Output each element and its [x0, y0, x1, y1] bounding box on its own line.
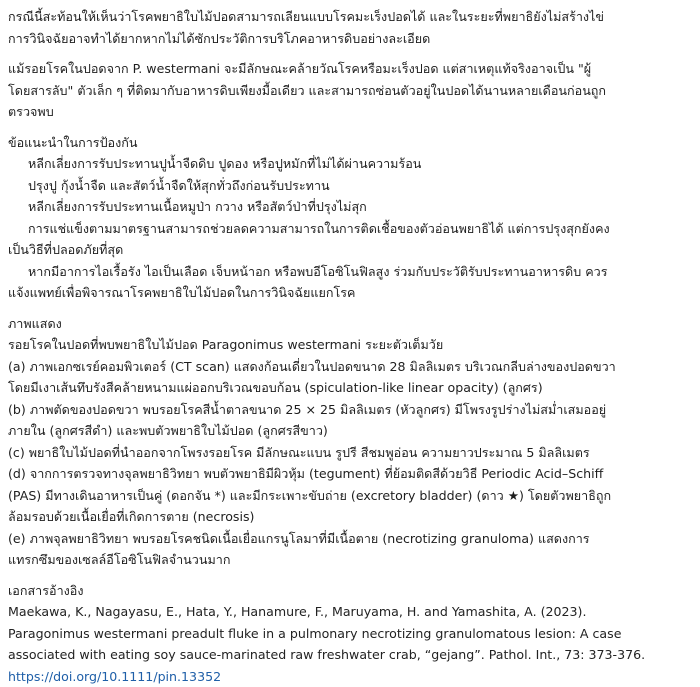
references-heading: เอกสารอ้างอิง — [8, 580, 692, 602]
reference-line: Paragonimus westermani preadult fluke in a pulmonary necrotizing granulomatous lesion: A case — [8, 623, 692, 645]
explanation-line: โดยสารลับ" ตัวเล็ก ๆ ที่ติดมากับอาหารดิบเพียงมื้อเดียว และสามารถซ่อนตัวอยู่ในปอดได้นานหลายเดือนก่อนถูก — [8, 80, 692, 102]
references-section — [8, 580, 692, 687]
prevention-heading: ข้อแนะนำในการป้องกัน — [8, 132, 692, 154]
figure-caption-line: (e) ภาพจุลพยาธิวิทยา พบรอยโรคชนิดเนื้อเยื่อแกรนูโลมาที่มีเนื้อตาย (necrotizing granuloma) แสดงการ — [8, 528, 692, 550]
explanation-paragraph — [8, 58, 692, 123]
figure-heading: ภาพแสดง — [8, 313, 692, 335]
prevention-item: ปรุงปู กุ้งน้ำจืด และสัตว์น้ำจืดให้สุกทั่วถึงก่อนรับประทาน — [8, 175, 692, 197]
figure-caption-line: (a) ภาพเอกซเรย์คอมพิวเตอร์ (CT scan) แสดงก้อนเดี่ยวในปอดขนาด 28 มิลลิเมตร บริเวณกลีบล่างของปอดขวา — [8, 356, 692, 378]
explanation-line: ตรวจพบ — [8, 101, 692, 123]
figure-caption-section — [8, 313, 692, 571]
figure-caption-line: ภายใน (ลูกศรสีดำ) และพบตัวพยาธิใบไม้ปอด (ลูกศรสีขาว) — [8, 420, 692, 442]
prevention-section — [8, 132, 692, 304]
prevention-item-continuation: แจ้งแพทย์เพื่อพิจารณาโรคพยาธิใบไม้ปอดในการวินิจฉัยแยกโรค — [8, 282, 692, 304]
intro-paragraph — [8, 6, 692, 49]
figure-caption-line: โดยมีเงาเส้นทึบรังสีคล้ายหนามแผ่ออกบริเวณขอบก้อน (spiculation-like linear opacity) (ลูกศร) — [8, 377, 692, 399]
reference-line: associated with eating soy sauce-marinated raw freshwater crab, “gejang”. Pathol. Int., 73: 373-376. — [8, 644, 692, 666]
intro-line: กรณีนี้สะท้อนให้เห็นว่าโรคพยาธิใบไม้ปอดสามารถเลียนแบบโรคมะเร็งปอดได้ และในระยะที่พยาธิยังไม่สร้างไข่ — [8, 6, 692, 28]
figure-caption-line: (c) พยาธิใบไม้ปอดที่นำออกจากโพรงรอยโรค มีลักษณะแบน รูปรี สีชมพูอ่อน ความยาวประมาณ 5 มิลลิเมตร — [8, 442, 692, 464]
doi-link[interactable]: https://doi.org/10.1111/pin.13352 — [8, 666, 692, 687]
figure-caption-line: แทรกซึมของเซลล์อีโอซิโนฟิลจำนวนมาก — [8, 549, 692, 571]
prevention-item: หากมีอาการไอเรื้อรัง ไอเป็นเลือด เจ็บหน้าอก หรือพบอีโอซิโนฟิลสูง ร่วมกับประวัติรับประทานอาหารดิบ ควร — [8, 261, 692, 283]
prevention-item-continuation: เป็นวิธีที่ปลอดภัยที่สุด — [8, 239, 692, 261]
prevention-item: หลีกเลี่ยงการรับประทานเนื้อหมูป่า กวาง หรือสัตว์ป่าที่ปรุงไม่สุก — [8, 196, 692, 218]
explanation-line: แม้รอยโรคในปอดจาก P. westermani จะมีลักษณะคล้ายวัณโรคหรือมะเร็งปอด แต่สาเหตุแท้จริงอาจเป็น "ผู้ — [8, 58, 692, 80]
figure-caption-title: รอยโรคในปอดที่พบพยาธิใบไม้ปอด Paragonimus westermani ระยะตัวเต็มวัย — [8, 334, 692, 356]
prevention-item: การแช่แข็งตามมาตรฐานสามารถช่วยลดความสามารถในการติดเชื้อของตัวอ่อนพยาธิได้ แต่การปรุงสุกยังคง — [8, 218, 692, 240]
figure-caption-line: (b) ภาพตัดของปอดขวา พบรอยโรคสีน้ำตาลขนาด 25 × 25 มิลลิเมตร (หัวลูกศร) มีโพรงรูปร่างไม่สม่ำเสมออยู่ — [8, 399, 692, 421]
figure-caption-line: ล้อมรอบด้วยเนื้อเยื่อที่เกิดการตาย (necrosis) — [8, 506, 692, 528]
figure-caption-line: (PAS) มีทางเดินอาหารเป็นคู่ (ดอกจัน *) และมีกระเพาะขับถ่าย (excretory bladder) (ดาว ★) โดยตัวพยาธิถูก — [8, 485, 692, 507]
figure-caption-line: (d) จากการตรวจทางจุลพยาธิวิทยา พบตัวพยาธิมีผิวหุ้ม (tegument) ที่ย้อมติดสีด้วยวิธี Periodic Acid–Schiff — [8, 463, 692, 485]
prevention-item: หลีกเลี่ยงการรับประทานปูน้ำจืดดิบ ปูดอง หรือปูหมักที่ไม่ได้ผ่านความร้อน — [8, 153, 692, 175]
intro-line: การวินิจฉัยอาจทำได้ยากหากไม่ได้ซักประวัติการบริโภคอาหารดิบอย่างละเอียด — [8, 28, 692, 50]
reference-line: Maekawa, K., Nagayasu, E., Hata, Y., Hanamure, F., Maruyama, H. and Yamashita, A. (2023). — [8, 601, 692, 623]
